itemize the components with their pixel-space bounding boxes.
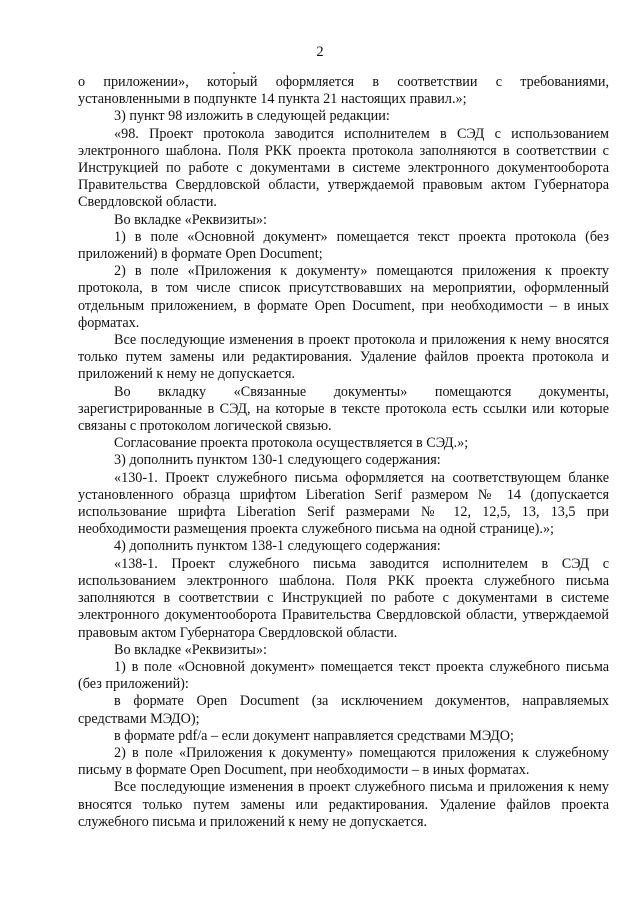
paragraph: «130-1. Проект служебного письма оформляется на соответствующем бланке установленного образца шрифтом Liberation Serif размером № 14 (допускается использование шрифта Liberation Serif размерами № 12, 12,5, 13, 13,5 при необходимости размещения проекта служебного письма на одной странице).»; xyxy=(78,469,609,538)
paragraph: 2) в поле «Приложения к документу» помещаются приложения к проекту протокола, в том числе список присутствовавших на мероприятии, оформленный отдельным приложением, в формате Open Document, при необходимости – в иных форматах. xyxy=(78,263,609,331)
paragraph: в формате Open Document (за исключением документов, направляемых средствами МЭДО); xyxy=(78,693,609,727)
paragraph: 1) в поле «Основной документ» помещается текст проекта протокола (без приложений) в формате Open Document; xyxy=(78,228,609,263)
paragraph: 1) в поле «Основной документ» помещается текст проекта служебного письма (без приложений): xyxy=(78,658,609,693)
paragraph: «98. Проект протокола заводится исполнителем в СЭД с использованием электронного шаблона. Поля РКК проекта протокола заполняются в соответствии с Инструкцией по работе с документами в системе электронного документооборота Правительства Свердловской области, утверждаемой правовым актом Губернатора Свердловской области. xyxy=(78,125,609,211)
paragraph: «138-1. Проект служебного письма заводится исполнителем в СЭД с использованием электронного шаблона. Поля РКК проекта служебного письма заполняются в соответствии с Инструкцией по работе с документами в системе электронного документооборота Правительства Свердловской области, утверждаемой правовым актом Губернатора Свердловской области. xyxy=(78,555,609,641)
paragraph: 3) дополнить пунктом 130-1 следующего содержания: xyxy=(114,452,441,469)
paragraph: в формате pdf/a – если документ направляется средствами МЭДО; xyxy=(114,727,514,744)
paragraph: Во вкладке «Реквизиты»: xyxy=(114,211,267,228)
paragraph: Все последующие изменения в проект служебного письма и приложения к нему вносятся только путем замены или редактирования. Удаление файлов проекта служебного письма и приложений к нему не допускается. xyxy=(78,779,609,830)
page-number: 2 xyxy=(316,44,324,60)
paragraph: 3) пункт 98 изложить в следующей редакции: xyxy=(114,108,390,125)
paragraph: Во вкладку «Связанные документы» помещаются документы, зарегистрированные в СЭД, на которые в тексте протокола есть ссылки или которые связаны с протоколом логической связью. xyxy=(78,383,609,435)
paragraph: Согласование проекта протокола осуществляется в СЭД.»; xyxy=(114,435,469,452)
paragraph: Все последующие изменения в проект протокола и приложения к нему вносятся только путем замены или редактирования. Удаление файлов проекта протокола и приложений к нему не допускается. xyxy=(78,332,609,383)
paragraph: о приложении», который оформляется в соответствии с требованиями, установленными в подпункте 14 пункта 21 настоящих правил.»; xyxy=(78,74,609,108)
document-body xyxy=(78,74,609,831)
paragraph: 4) дополнить пунктом 138-1 следующего содержания: xyxy=(114,538,441,555)
paragraph: Во вкладке «Реквизиты»: xyxy=(114,641,267,658)
paragraph: 2) в поле «Приложения к документу» помещаются приложения к служебному письму в формате Open Document, при необходимости – в иных форматах. xyxy=(78,744,609,779)
